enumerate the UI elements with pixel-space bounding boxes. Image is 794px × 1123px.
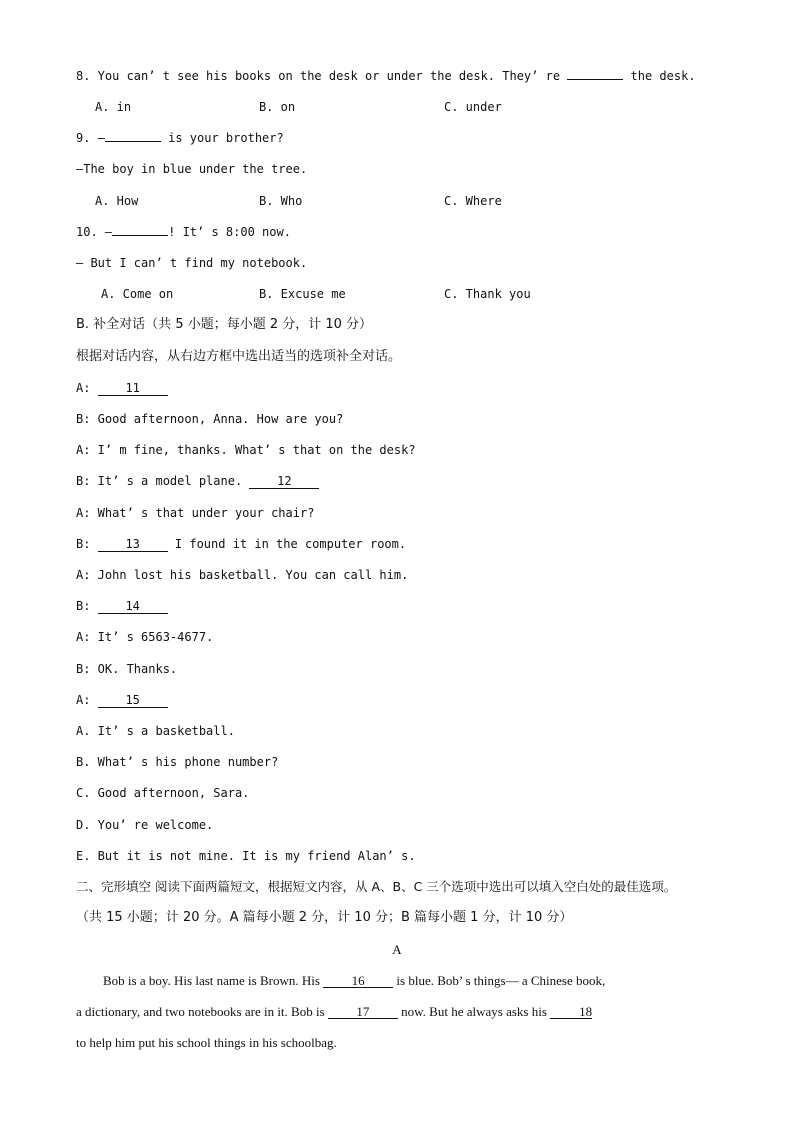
option-b: B. Who [259, 194, 303, 208]
passage-line-1 [103, 973, 605, 989]
passage-label: A [392, 942, 402, 957]
passage-line-2 [76, 1004, 592, 1020]
dialogue-text: I found it in the computer room. [167, 537, 407, 551]
option-a: A. How [95, 194, 139, 208]
answer-blank-17: 17 [328, 1005, 398, 1019]
dialogue-line-11 [76, 692, 168, 708]
passage-line-3: to help him put his school things in his schoolbag. [76, 1035, 337, 1050]
question-10-stem: 10. — [76, 225, 113, 239]
choice-b: B. What’ s his phone number? [76, 755, 279, 769]
passage-text: is blue. Bob’ s things— a Chinese book, [393, 973, 606, 988]
dialogue-line-8 [76, 598, 168, 614]
dialogue-line-2: B: Good afternoon, Anna. How are you? [76, 412, 344, 426]
question-8-stem: 8. You can’ t see his books on the desk or under the desk. They’ re [76, 69, 568, 83]
answer-blank-14: 14 [98, 600, 168, 614]
option-c: C. under [444, 100, 502, 114]
question-9-stem: 9. — [76, 131, 105, 145]
answer-blank-15: 15 [98, 694, 168, 708]
part-2-subtitle: （共 15 小题；计 20 分。A 篇每小题 2 分，计 10 分；B 篇每小题 1 分，计 10 分） [76, 910, 573, 925]
dialogue-line-7: A: John lost his basketball. You can call him. [76, 568, 409, 582]
option-a: A. in [95, 100, 132, 114]
section-b-instruction: 根据对话内容，从右边方框中选出适当的选项补全对话。 [76, 349, 402, 364]
answer-blank-13: 13 [98, 538, 168, 552]
dialogue-line-9: A: It’ s 6563-4677. [76, 630, 214, 644]
option-b: B. on [259, 100, 296, 114]
section-b-title: B. 补全对话（共 5 小题；每小题 2 分，计 10 分） [76, 317, 373, 332]
dialogue-line-6 [76, 536, 406, 552]
passage-text: a dictionary, and two notebooks are in it. Bob is [76, 1004, 328, 1019]
option-c: C. Where [444, 194, 502, 208]
passage-text: now. But he always asks his [397, 1004, 551, 1019]
choice-e: E. But it is not mine. It is my friend Alan’ s. [76, 849, 416, 863]
choice-a: A. It’ s a basketball. [76, 724, 235, 738]
answer-blank [567, 79, 623, 80]
answer-blank [105, 141, 161, 142]
question-8-stem-end: the desk. [623, 69, 696, 83]
dialogue-line-10: B: OK. Thanks. [76, 662, 178, 676]
question-10-stem-end: ! It’ s 8:00 now. [168, 225, 291, 239]
dialogue-text: B: It’ s a model plane. [76, 474, 250, 488]
dialogue-line-4 [76, 473, 319, 489]
passage-text: Bob is a boy. His last name is Brown. His [103, 973, 324, 988]
dialogue-line-5: A: What’ s that under your chair? [76, 506, 315, 520]
question-9 [76, 130, 284, 146]
choice-c: C. Good afternoon, Sara. [76, 786, 250, 800]
part-2-title: 二、完形填空 阅读下面两篇短文，根据短文内容，从 A、B、C 三个选项中选出可以填入空白处的最佳选项。 [76, 879, 677, 894]
answer-blank-11: 11 [98, 382, 168, 396]
speaker-label: A: [76, 693, 98, 707]
option-c: C. Thank you [444, 287, 531, 301]
question-8 [76, 68, 696, 84]
question-9-stem-end: is your brother? [160, 131, 284, 145]
option-b: B. Excuse me [259, 287, 346, 301]
speaker-label: B: [76, 599, 98, 613]
option-a: A. Come on [101, 287, 174, 301]
speaker-label: B: [76, 537, 98, 551]
choice-d: D. You’ re welcome. [76, 818, 214, 832]
dialogue-line-3: A: I’ m fine, thanks. What’ s that on the desk? [76, 443, 416, 457]
question-10-answer-line: — But I can’ t find my notebook. [76, 256, 308, 270]
question-10 [76, 224, 291, 240]
dialogue-line-1 [76, 380, 168, 396]
answer-blank-16: 16 [323, 974, 393, 988]
answer-blank [112, 235, 168, 236]
speaker-label: A: [76, 381, 98, 395]
answer-blank-18: 18 [550, 1005, 592, 1019]
answer-blank-12: 12 [249, 475, 319, 489]
question-9-answer-line: —The boy in blue under the tree. [76, 162, 308, 176]
